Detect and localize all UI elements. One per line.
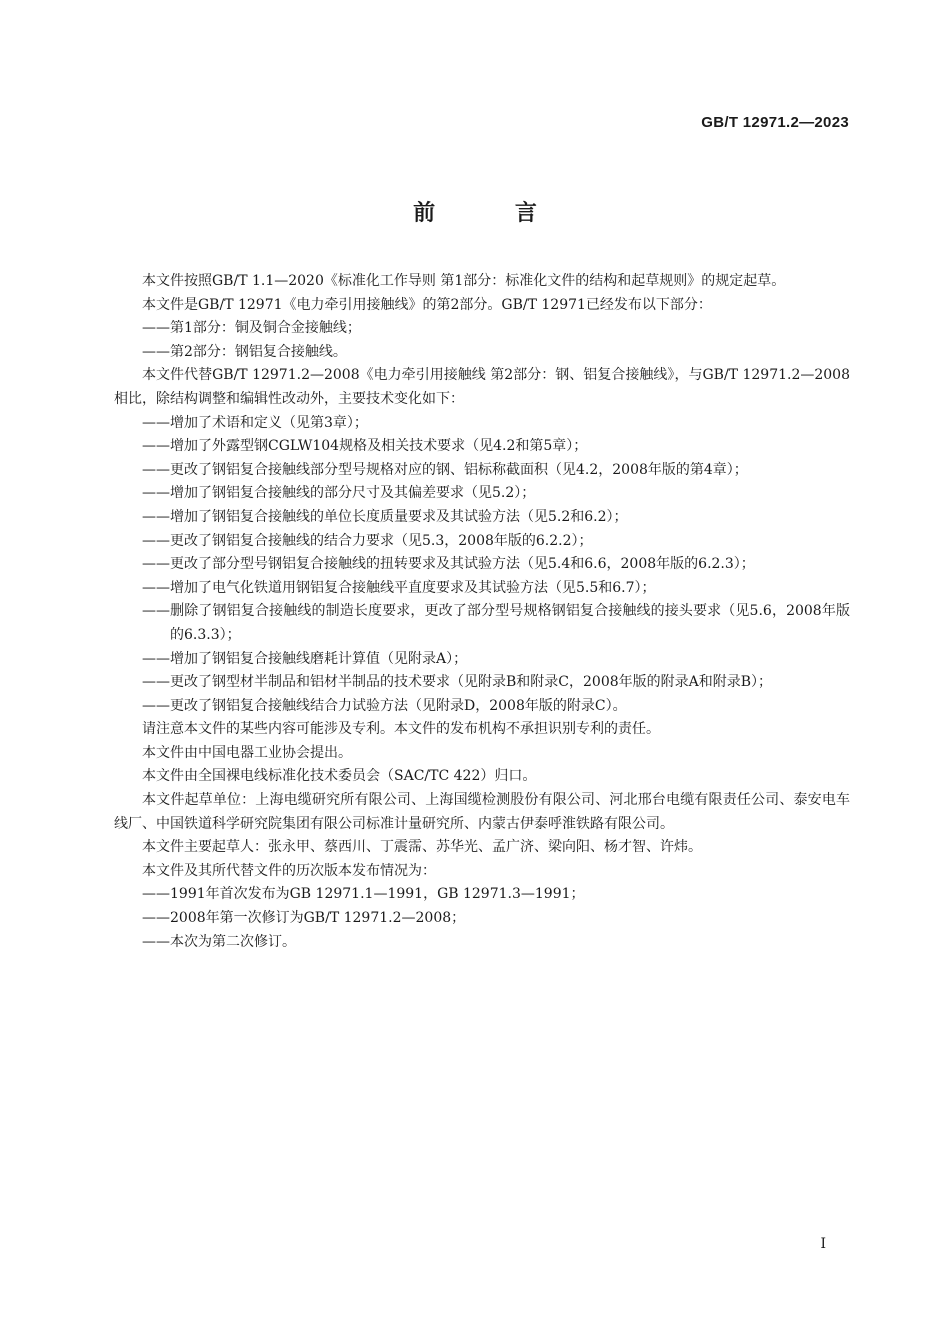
list-item: ——更改了钢型材半制品和铝材半制品的技术要求（见附录B和附录C，2008年版的附录A和附录B）；: [142, 674, 773, 691]
list-item: ——增加了电气化铁道用钢铝复合接触线平直度要求及其试验方法（见5.5和6.7）；: [142, 579, 656, 596]
list-item: ——2008年第一次修订为GB/T 12971.2—2008；: [142, 910, 466, 927]
list-item: ——删除了钢铝复合接触线的制造长度要求，更改了部分型号规格钢铝复合接触线的接头要求（见5.6，2008年版的6.3.3）；: [142, 603, 850, 643]
list-item: ——增加了术语和定义（见第3章）；: [142, 414, 368, 431]
paragraph-replaces: 本文件代替GB/T 12971.2—2008《电力牵引用接触线 第2部分：钢、铝复合接触线》，与GB/T 12971.2—2008相比，除结构调整和编辑性改动外，主要技术变化如下：: [114, 367, 850, 407]
list-item: ——更改了钢铝复合接触线结合力试验方法（见附录D，2008年版的附录C）。: [142, 697, 627, 714]
list-item: ——第1部分：铜及铜合金接触线；: [142, 320, 361, 337]
list-item: ——更改了钢铝复合接触线部分型号规格对应的钢、铝标称截面积（见4.2，2008年版的第4章）；: [142, 461, 748, 478]
list-item: ——本次为第二次修订。: [142, 933, 296, 950]
paragraph-history: 本文件及其所代替文件的历次版本发布情况为：: [142, 862, 436, 879]
paragraph-patent-notice: 请注意本文件的某些内容可能涉及专利。本文件的发布机构不承担识别专利的责任。: [142, 721, 660, 738]
paragraph-under-jurisdiction: 本文件由全国裸电线标准化技术委员会（SAC/TC 422）归口。: [142, 768, 537, 785]
list-item: ——增加了钢铝复合接触线的单位长度质量要求及其试验方法（见5.2和6.2）；: [142, 508, 628, 525]
paragraph-drafting-rules: 本文件按照GB/T 1.1—2020《标准化工作导则 第1部分：标准化文件的结构和起草规则》的规定起草。: [142, 273, 786, 289]
paragraph-drafters: 本文件主要起草人：张永甲、蔡西川、丁震霈、苏华光、孟广济、梁向阳、杨才智、许炜。: [142, 839, 702, 856]
list-item: ——更改了钢铝复合接触线的结合力要求（见5.3，2008年版的6.2.2）；: [142, 532, 593, 549]
list-item: ——1991年首次发布为GB 12971.1—1991，GB 12971.3—1991；: [142, 886, 585, 903]
list-item: ——增加了钢铝复合接触线的部分尺寸及其偏差要求（见5.2）；: [142, 485, 536, 502]
list-item: ——第2部分：钢铝复合接触线。: [142, 343, 347, 360]
list-item: ——增加了钢铝复合接触线磨耗计算值（见附录A）；: [142, 650, 468, 667]
foreword-body: [114, 270, 850, 954]
standard-number: GB/T 12971.2—2023: [701, 114, 849, 131]
paragraph-part-of-series: 本文件是GB/T 12971《电力牵引用接触线》的第2部分。GB/T 12971已经发布以下部分：: [142, 296, 712, 313]
page-number: I: [820, 1236, 826, 1252]
list-item: ——增加了外露型钢CGLW104规格及相关技术要求（见4.2和第5章）；: [142, 438, 588, 455]
paragraph-proposed-by: 本文件由中国电器工业协会提出。: [142, 744, 352, 761]
list-item: ——更改了部分型号钢铝复合接触线的扭转要求及其试验方法（见5.4和6.6，2008年版的6.2.3）；: [142, 556, 755, 573]
page-title: 前 言: [413, 201, 573, 226]
paragraph-drafting-organizations: 本文件起草单位：上海电缆研究所有限公司、上海国缆检测股份有限公司、河北邢台电缆有限责任公司、泰安电车线厂、中国铁道科学研究院集团有限公司标准计量研究所、内蒙古伊泰呼淮铁路有限公司。: [114, 792, 850, 832]
